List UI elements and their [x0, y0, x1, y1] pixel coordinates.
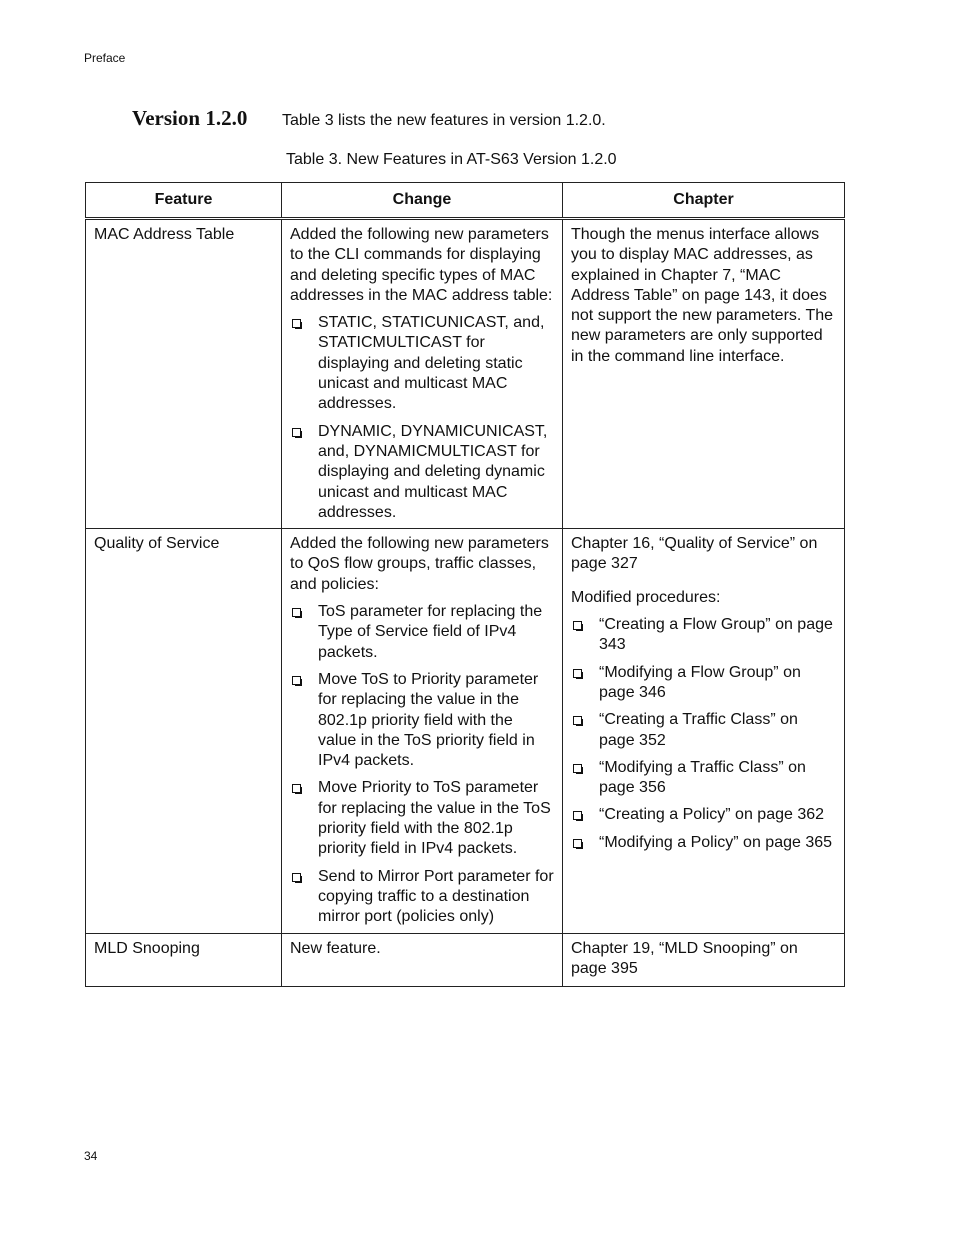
- chapter-cell: [563, 219, 845, 529]
- change-bullet-list: [290, 602, 554, 927]
- checkbox-bullet-icon: [292, 873, 301, 882]
- checkbox-bullet-icon: [292, 428, 301, 437]
- feature-name: MLD Snooping: [94, 939, 200, 957]
- list-item: [571, 805, 836, 825]
- column-header-feature: Feature: [86, 183, 282, 219]
- chapter-cell: [563, 933, 845, 986]
- table-row: [86, 529, 845, 933]
- table-row: [86, 219, 845, 529]
- chapter-bullet-list: [571, 615, 836, 853]
- change-text: New feature.: [290, 939, 381, 957]
- chapter-text: Chapter 19, “MLD Snooping” on page 395: [571, 939, 798, 977]
- chapter-subtext: Modified procedures:: [571, 588, 721, 606]
- checkbox-bullet-icon: [573, 669, 582, 678]
- checkbox-bullet-icon: [292, 319, 301, 328]
- checkbox-bullet-icon: [573, 621, 582, 630]
- list-item: [571, 710, 836, 751]
- change-text: Added the following new parameters to the CLI commands for displaying and deleting specific types of MAC addresses in the MAC address table:: [290, 226, 553, 304]
- feature-cell: [86, 933, 282, 986]
- list-item: [571, 663, 836, 704]
- change-cell: [282, 933, 563, 986]
- checkbox-bullet-icon: [292, 676, 301, 685]
- list-item-text: STATIC, STATICUNICAST, and, STATICMULTICAST for displaying and deleting static unicast and multicast MAC addresses.: [318, 314, 545, 413]
- checkbox-bullet-icon: [292, 784, 301, 793]
- change-text: Added the following new parameters to QoS flow groups, traffic classes, and policies:: [290, 535, 549, 593]
- section-heading: Version 1.2.0: [132, 106, 248, 130]
- list-item: [571, 833, 836, 853]
- features-table: [85, 182, 845, 987]
- column-header-change: Change: [282, 183, 563, 219]
- list-item: [290, 422, 554, 523]
- feature-name: MAC Address Table: [94, 226, 235, 243]
- table-header-row: [86, 183, 845, 219]
- list-item-text: “Modifying a Traffic Class” on page 356: [599, 758, 806, 797]
- list-item: [290, 867, 554, 928]
- list-item: [571, 758, 836, 799]
- feature-cell: [86, 219, 282, 529]
- change-cell: [282, 529, 563, 933]
- checkbox-bullet-icon: [573, 716, 582, 725]
- list-item-text: Send to Mirror Port parameter for copying traffic to a destination mirror port (policies only): [318, 867, 554, 926]
- list-item: [290, 778, 554, 859]
- checkbox-bullet-icon: [573, 764, 582, 773]
- list-item: [290, 602, 554, 663]
- list-item-text: “Modifying a Policy” on page 365: [599, 833, 833, 851]
- feature-name: Quality of Service: [94, 535, 220, 553]
- change-bullet-list: [290, 313, 554, 523]
- feature-cell: [86, 529, 282, 933]
- table-caption: Table 3. New Features in AT-S63 Version 1.2.0: [286, 151, 617, 168]
- checkbox-bullet-icon: [573, 839, 582, 848]
- checkbox-bullet-icon: [573, 811, 582, 820]
- list-item-text: Move ToS to Priority parameter for replacing the value in the 802.1p priority field with the value in the ToS priority field in IPv4 packets.: [318, 670, 539, 770]
- chapter-text: Though the menus interface allows you to display MAC addresses, as explained in Chapter 7, “MAC Address Table” on page 143, it does not support the new parameters. The new parameters are only supported in the command line interface.: [571, 226, 834, 365]
- list-item: [290, 313, 554, 414]
- list-item: [571, 615, 836, 656]
- list-item: [290, 670, 554, 771]
- chapter-cell: [563, 529, 845, 933]
- list-item-text: ToS parameter for replacing the Type of Service field of IPv4 packets.: [318, 603, 543, 661]
- table-row: [86, 933, 845, 986]
- checkbox-bullet-icon: [292, 608, 301, 617]
- section-intro: Table 3 lists the new features in version 1.2.0.: [282, 112, 606, 129]
- list-item-text: “Creating a Policy” on page 362: [599, 806, 825, 824]
- running-head: Preface: [84, 51, 126, 65]
- change-cell: [282, 219, 563, 529]
- list-item-text: “Modifying a Flow Group” on page 346: [599, 663, 801, 701]
- list-item-text: DYNAMIC, DYNAMICUNICAST, and, DYNAMICMULTICAST for displaying and deleting dynamic unicast and multicast MAC addresses.: [318, 422, 548, 521]
- list-item-text: Move Priority to ToS parameter for replacing the value in the ToS priority field with the 802.1p priority field in IPv4 packets.: [318, 779, 551, 858]
- list-item-text: “Creating a Flow Group” on page 343: [599, 616, 833, 654]
- list-item-text: “Creating a Traffic Class” on page 352: [599, 711, 798, 749]
- column-header-chapter: Chapter: [563, 183, 845, 219]
- chapter-text: Chapter 16, “Quality of Service” on page 327: [571, 535, 818, 573]
- page-number: 34: [84, 1149, 98, 1163]
